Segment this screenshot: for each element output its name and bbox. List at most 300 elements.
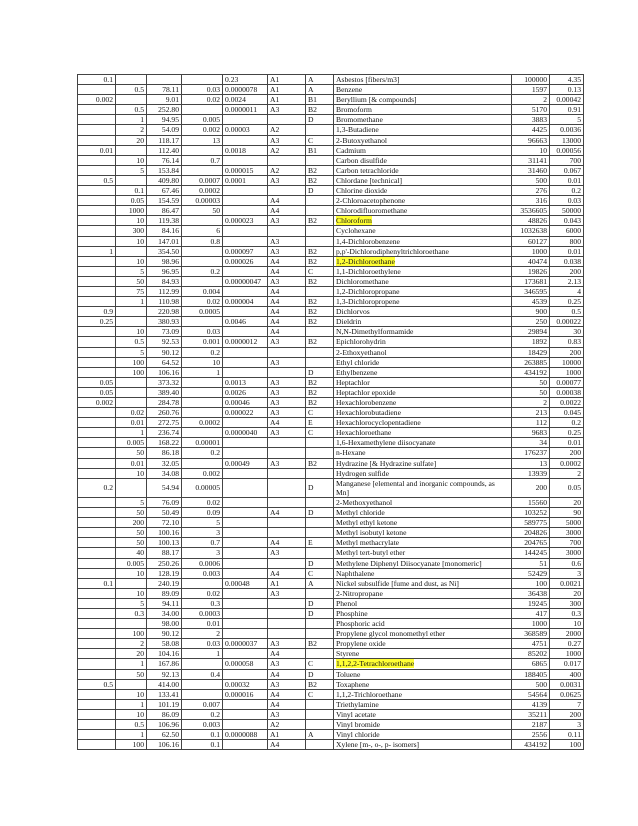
table-cell: n-Hexane	[334, 448, 512, 458]
table-cell	[116, 307, 147, 317]
table-cell: 144245	[512, 548, 550, 558]
table-cell: 5	[116, 266, 147, 276]
table-cell	[78, 266, 116, 276]
table-cell	[223, 226, 268, 236]
table-cell	[223, 438, 268, 448]
table-cell	[116, 578, 147, 588]
table-cell: 0.002	[182, 468, 223, 478]
table-cell: 76.09	[147, 497, 182, 507]
table-cell: 0.000058	[223, 659, 268, 669]
table-cell: A4	[268, 317, 306, 327]
table-cell	[78, 669, 116, 679]
table-row	[78, 226, 584, 236]
table-cell: 110.98	[147, 297, 182, 307]
table-cell: Toxaphene	[334, 679, 512, 689]
table-cell	[78, 155, 116, 165]
table-cell: 3	[550, 720, 584, 730]
table-cell: 50	[116, 669, 147, 679]
table-cell: A3	[268, 428, 306, 438]
table-cell: 0.003	[182, 568, 223, 578]
table-cell: Vinyl chloride	[334, 730, 512, 740]
table-cell: 0.005	[116, 438, 147, 448]
table-cell: 300	[116, 226, 147, 236]
table-cell	[268, 186, 306, 196]
table-cell: 1	[116, 699, 147, 709]
table-cell: 9683	[512, 428, 550, 438]
table-cell: 88.17	[147, 548, 182, 558]
table-row	[78, 679, 584, 689]
table-cell	[78, 85, 116, 95]
table-cell: 0.2	[182, 709, 223, 719]
table-cell: 0.5	[116, 105, 147, 115]
table-cell: A3	[268, 639, 306, 649]
table-cell	[223, 629, 268, 639]
table-cell	[78, 196, 116, 206]
table-cell: 0.0006	[182, 558, 223, 568]
table-cell: A1	[268, 75, 306, 85]
table-cell: 0.0000012	[223, 337, 268, 347]
table-cell: 900	[512, 307, 550, 317]
table-cell: 18429	[512, 347, 550, 357]
table-cell: A2	[268, 165, 306, 175]
table-cell: Hydrogen sulfide	[334, 468, 512, 478]
table-cell: Epichlorohydrin	[334, 337, 512, 347]
table-cell	[78, 206, 116, 216]
table-cell: 2000	[550, 629, 584, 639]
table-cell: 3000	[550, 528, 584, 538]
table-cell: 368589	[512, 629, 550, 639]
table-cell: 0.0026	[223, 387, 268, 397]
table-cell	[182, 659, 223, 669]
table-cell: A4	[268, 689, 306, 699]
table-cell: 0.05	[550, 478, 584, 497]
table-cell: 10000	[550, 357, 584, 367]
table-cell	[182, 689, 223, 699]
table-cell: 13	[512, 458, 550, 468]
table-cell: D	[306, 558, 334, 568]
table-cell	[78, 709, 116, 719]
table-cell: 1	[116, 659, 147, 669]
table-cell: Heptachlor epoxide	[334, 387, 512, 397]
table-cell: A	[306, 578, 334, 588]
table-cell	[223, 115, 268, 125]
table-cell: 54.09	[147, 125, 182, 135]
table-cell	[223, 236, 268, 246]
table-cell: A2	[268, 145, 306, 155]
table-cell: Bromomethane	[334, 115, 512, 125]
table-cell: 0.045	[550, 408, 584, 418]
table-cell: C	[306, 659, 334, 669]
table-row	[78, 377, 584, 387]
table-cell: 0.067	[550, 165, 584, 175]
table-cell: A4	[268, 568, 306, 578]
table-cell: D	[306, 367, 334, 377]
table-cell: C	[306, 568, 334, 578]
table-cell: 236.74	[147, 428, 182, 438]
table-cell	[223, 720, 268, 730]
table-cell: 3	[182, 528, 223, 538]
table-cell: 0.1	[182, 730, 223, 740]
table-cell: B2	[306, 216, 334, 226]
table-cell: Carbon tetrachloride	[334, 165, 512, 175]
table-cell: 168.22	[147, 438, 182, 448]
table-cell: 0.00003	[182, 196, 223, 206]
table-cell: 98.96	[147, 256, 182, 266]
table-cell: 0.02	[182, 497, 223, 507]
table-cell: 0.25	[550, 428, 584, 438]
table-cell	[268, 478, 306, 497]
table-cell: 0.000004	[223, 297, 268, 307]
table-cell	[306, 286, 334, 296]
table-cell: A3	[268, 458, 306, 468]
table-cell: 1	[116, 115, 147, 125]
table-cell: 0.00049	[223, 458, 268, 468]
table-cell: 0.01	[78, 145, 116, 155]
table-cell: N,N-Dimethylformamide	[334, 327, 512, 337]
table-cell: 200	[550, 266, 584, 276]
table-cell: 0.00003	[223, 125, 268, 135]
table-cell: Naphthalene	[334, 568, 512, 578]
table-cell: 0.25	[550, 297, 584, 307]
table-cell: A3	[268, 588, 306, 598]
table-cell: 250	[512, 317, 550, 327]
table-cell: A3	[268, 659, 306, 669]
table-cell: Methyl ethyl ketone	[334, 518, 512, 528]
table-cell: 0.00046	[223, 398, 268, 408]
table-cell	[306, 497, 334, 507]
table-cell: A	[306, 75, 334, 85]
table-cell	[78, 347, 116, 357]
table-cell: 0.017	[550, 659, 584, 669]
table-cell: 30	[550, 327, 584, 337]
table-cell: Hexachlorobenzene	[334, 398, 512, 408]
table-cell	[223, 598, 268, 608]
table-cell: 1	[182, 649, 223, 659]
table-cell: 0.000026	[223, 256, 268, 266]
table-cell: 75	[116, 286, 147, 296]
table-cell: D	[306, 669, 334, 679]
table-cell: 5	[550, 115, 584, 125]
table-cell: 300	[550, 598, 584, 608]
table-cell: 1,4-Dichlorobenzene	[334, 236, 512, 246]
table-cell: 0.5	[550, 307, 584, 317]
table-cell: 1,6-Hexamethylene diisocyanate	[334, 438, 512, 448]
table-cell	[78, 337, 116, 347]
table-cell: 15560	[512, 497, 550, 507]
table-cell: 0.007	[182, 699, 223, 709]
table-row	[78, 588, 584, 598]
table-cell: Hydrazine [& Hydrazine sulfate]	[334, 458, 512, 468]
table-cell: 0.03	[182, 639, 223, 649]
table-cell: A	[306, 85, 334, 95]
table-cell: Nickel subsulfide [fume and dust, as Ni]	[334, 578, 512, 588]
table-cell: 0.05	[116, 196, 147, 206]
table-row	[78, 428, 584, 438]
table-cell	[268, 448, 306, 458]
table-cell	[334, 256, 512, 266]
table-cell	[182, 276, 223, 286]
table-row	[78, 528, 584, 538]
table-cell: B2	[306, 317, 334, 327]
table-cell: 100	[550, 740, 584, 750]
table-row	[78, 307, 584, 317]
table-cell: 32.05	[147, 458, 182, 468]
table-cell	[223, 135, 268, 145]
table-cell: 0.0002	[182, 418, 223, 428]
table-row	[78, 598, 584, 608]
table-cell	[116, 478, 147, 497]
table-cell: 112.40	[147, 145, 182, 155]
table-cell: 0.001	[182, 337, 223, 347]
table-cell: Phosphoric acid	[334, 619, 512, 629]
table-cell	[268, 528, 306, 538]
table-cell: 434192	[512, 740, 550, 750]
table-cell: 2556	[512, 730, 550, 740]
table-cell: 104.16	[147, 649, 182, 659]
table-cell: 0.2	[550, 186, 584, 196]
table-cell: 346595	[512, 286, 550, 296]
table-cell: A4	[268, 538, 306, 548]
table-cell	[78, 165, 116, 175]
table-cell: 0.2	[182, 347, 223, 357]
table-cell: 0.8	[182, 236, 223, 246]
table-cell: 58.08	[147, 639, 182, 649]
table-row	[78, 629, 584, 639]
table-cell: C	[306, 408, 334, 418]
table-cell: E	[306, 538, 334, 548]
table-cell: 89.09	[147, 588, 182, 598]
table-row	[78, 155, 584, 165]
table-cell: 9.01	[147, 95, 182, 105]
table-cell	[78, 699, 116, 709]
table-cell: A3	[268, 408, 306, 418]
table-cell: 3883	[512, 115, 550, 125]
table-cell	[268, 468, 306, 478]
table-cell: Styrene	[334, 649, 512, 659]
table-cell	[223, 367, 268, 377]
table-cell: 589775	[512, 518, 550, 528]
table-cell: 118.17	[147, 135, 182, 145]
table-cell: A4	[268, 669, 306, 679]
table-cell	[78, 518, 116, 528]
table-cell: 5	[116, 347, 147, 357]
table-cell: 200	[550, 347, 584, 357]
table-cell: 100	[512, 578, 550, 588]
table-cell: 94.11	[147, 598, 182, 608]
table-cell	[78, 468, 116, 478]
table-cell: 1000	[512, 246, 550, 256]
table-cell	[223, 588, 268, 598]
table-cell: 106.16	[147, 740, 182, 750]
table-cell: 10	[116, 216, 147, 226]
table-cell: 1	[116, 730, 147, 740]
table-cell	[78, 115, 116, 125]
table-cell: 0.0007	[182, 175, 223, 185]
table-cell: 0.1	[182, 740, 223, 750]
table-cell: 0.0021	[550, 578, 584, 588]
table-cell: 204826	[512, 528, 550, 538]
table-cell	[223, 518, 268, 528]
table-cell: 0.3	[550, 608, 584, 618]
table-cell: A4	[268, 418, 306, 428]
table-cell: 0.6	[550, 558, 584, 568]
table-cell	[78, 568, 116, 578]
table-cell	[306, 236, 334, 246]
table-cell: 0.005	[116, 558, 147, 568]
table-cell: 1000	[116, 206, 147, 216]
table-cell: A4	[268, 206, 306, 216]
table-row	[78, 266, 584, 276]
table-cell	[268, 367, 306, 377]
table-row	[78, 387, 584, 397]
table-row	[78, 468, 584, 478]
table-row	[78, 619, 584, 629]
table-cell: Propylene oxide	[334, 639, 512, 649]
table-cell	[78, 367, 116, 377]
table-cell: Vinyl acetate	[334, 709, 512, 719]
table-cell	[78, 598, 116, 608]
table-cell: 154.59	[147, 196, 182, 206]
table-cell: 0.002	[78, 95, 116, 105]
table-row	[78, 246, 584, 256]
table-cell	[223, 619, 268, 629]
table-cell: B2	[306, 377, 334, 387]
table-row	[78, 206, 584, 216]
table-cell	[223, 669, 268, 679]
table-cell	[78, 408, 116, 418]
table-cell: 0.00000047	[223, 276, 268, 286]
table-row	[78, 408, 584, 418]
table-cell: Heptachlor	[334, 377, 512, 387]
table-cell	[268, 497, 306, 507]
table-cell: 0.2	[550, 418, 584, 428]
table-cell	[78, 105, 116, 115]
table-cell	[78, 297, 116, 307]
table-cell	[78, 497, 116, 507]
table-cell: 0.03	[550, 196, 584, 206]
table-cell: 0.01	[116, 418, 147, 428]
table-cell: A3	[268, 175, 306, 185]
table-row	[78, 186, 584, 196]
table-cell: 0.3	[116, 608, 147, 618]
table-cell: 0.7	[182, 155, 223, 165]
table-cell: D	[306, 478, 334, 497]
table-cell: 1597	[512, 85, 550, 95]
table-cell	[182, 578, 223, 588]
table-cell: 0.02	[182, 588, 223, 598]
table-cell: A4	[268, 649, 306, 659]
table-row	[78, 689, 584, 699]
table-cell	[182, 105, 223, 115]
table-cell: 4139	[512, 699, 550, 709]
table-cell	[268, 619, 306, 629]
table-cell: 0.0036	[550, 125, 584, 135]
table-cell	[268, 438, 306, 448]
table-cell: 50	[512, 377, 550, 387]
table-row	[78, 448, 584, 458]
table-cell: 176237	[512, 448, 550, 458]
table-cell: 0.03	[182, 85, 223, 95]
table-cell: Cadmium	[334, 145, 512, 155]
table-cell: 1892	[512, 337, 550, 347]
table-cell: 10	[116, 689, 147, 699]
table-cell: Beryllium [& compounds]	[334, 95, 512, 105]
table-cell: Triethylamine	[334, 699, 512, 709]
table-cell: B1	[306, 95, 334, 105]
table-cell: 101.19	[147, 699, 182, 709]
table-cell	[182, 256, 223, 266]
table-cell: Phosphine	[334, 608, 512, 618]
table-cell: A1	[268, 730, 306, 740]
table-row	[78, 730, 584, 740]
table-cell: A3	[268, 377, 306, 387]
table-cell: 106.16	[147, 367, 182, 377]
table-cell	[223, 468, 268, 478]
table-cell: Methyl isobutyl ketone	[334, 528, 512, 538]
table-cell: B2	[306, 246, 334, 256]
table-cell: A3	[268, 337, 306, 347]
table-cell: 0.0000037	[223, 639, 268, 649]
table-cell: B2	[306, 679, 334, 689]
table-cell: 13939	[512, 468, 550, 478]
table-cell	[306, 528, 334, 538]
table-cell	[78, 135, 116, 145]
table-cell: 2	[512, 398, 550, 408]
table-cell: 100	[116, 629, 147, 639]
table-cell: 263885	[512, 357, 550, 367]
table-row	[78, 95, 584, 105]
table-cell	[182, 398, 223, 408]
table-cell	[116, 377, 147, 387]
table-cell	[306, 125, 334, 135]
table-cell: A4	[268, 327, 306, 337]
table-cell	[78, 740, 116, 750]
table-cell: Methyl tert-butyl ether	[334, 548, 512, 558]
table-cell: A4	[268, 508, 306, 518]
table-cell: 0.038	[550, 256, 584, 266]
table-cell: 700	[550, 155, 584, 165]
table-cell	[78, 458, 116, 468]
table-cell: 2	[182, 629, 223, 639]
table-cell: 0.0001	[223, 175, 268, 185]
table-cell	[116, 95, 147, 105]
table-cell: C	[306, 135, 334, 145]
table-cell: 1,1,2-Trichloroethane	[334, 689, 512, 699]
table-cell	[306, 448, 334, 458]
table-row	[78, 538, 584, 548]
table-cell: 0.000023	[223, 216, 268, 226]
table-cell: 40	[116, 548, 147, 558]
table-cell: B2	[306, 276, 334, 286]
table-row	[78, 276, 584, 286]
table-cell	[78, 588, 116, 598]
table-cell: 0.000022	[223, 408, 268, 418]
table-row	[78, 327, 584, 337]
table-row	[78, 85, 584, 95]
table-cell: Chlorine dioxide	[334, 186, 512, 196]
table-cell: 10	[182, 357, 223, 367]
table-cell: C	[306, 689, 334, 699]
table-cell: D	[306, 608, 334, 618]
table-cell: 90	[550, 508, 584, 518]
table-cell: 0.05	[78, 387, 116, 397]
table-cell: 94.95	[147, 115, 182, 125]
table-cell	[78, 619, 116, 629]
table-cell: 84.16	[147, 226, 182, 236]
table-cell: 0.5	[116, 720, 147, 730]
table-cell: 0.02	[116, 408, 147, 418]
table-cell: 128.19	[147, 568, 182, 578]
